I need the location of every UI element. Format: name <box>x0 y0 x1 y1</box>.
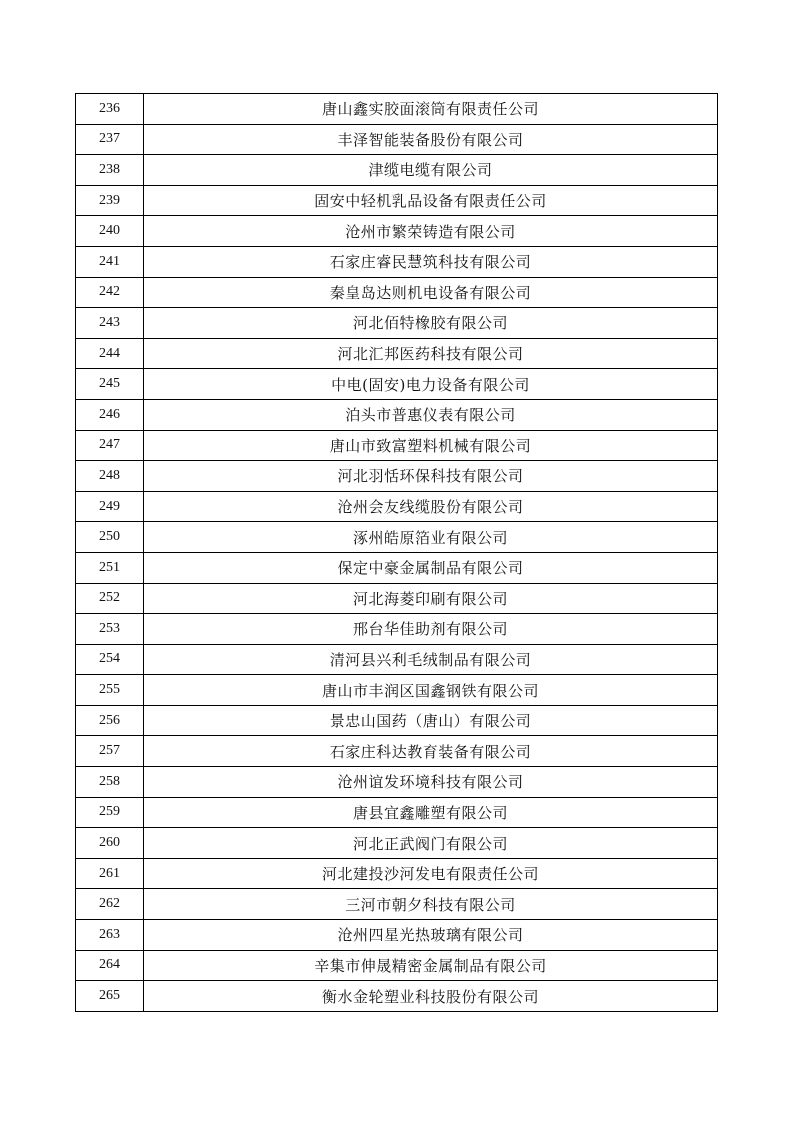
company-name-cell: 固安中轻机乳品设备有限责任公司 <box>144 185 718 216</box>
row-number-cell: 264 <box>76 950 144 981</box>
company-name-cell: 石家庄睿民慧筑科技有限公司 <box>144 246 718 277</box>
row-number-cell: 245 <box>76 369 144 400</box>
row-number-cell: 247 <box>76 430 144 461</box>
row-number-cell: 243 <box>76 308 144 339</box>
company-name-cell: 丰泽智能装备股份有限公司 <box>144 124 718 155</box>
row-number-cell: 258 <box>76 767 144 798</box>
company-name-cell: 石家庄科达教育装备有限公司 <box>144 736 718 767</box>
company-name-cell: 涿州皓原箔业有限公司 <box>144 522 718 553</box>
row-number-cell: 262 <box>76 889 144 920</box>
row-number-cell: 244 <box>76 338 144 369</box>
table-row <box>76 920 718 951</box>
table-row <box>76 185 718 216</box>
row-number-cell: 263 <box>76 920 144 951</box>
company-name-cell: 邢台华佳助剂有限公司 <box>144 614 718 645</box>
table-row <box>76 216 718 247</box>
company-name-cell: 河北建投沙河发电有限责任公司 <box>144 858 718 889</box>
table-row <box>76 124 718 155</box>
row-number-cell: 255 <box>76 675 144 706</box>
company-name-cell: 衡水金轮塑业科技股份有限公司 <box>144 981 718 1012</box>
row-number-cell: 251 <box>76 552 144 583</box>
company-name-cell: 唐山市丰润区国鑫钢铁有限公司 <box>144 675 718 706</box>
row-number-cell: 252 <box>76 583 144 614</box>
table-row <box>76 858 718 889</box>
table-row <box>76 614 718 645</box>
table-row <box>76 797 718 828</box>
row-number-cell: 246 <box>76 399 144 430</box>
table-row <box>76 705 718 736</box>
row-number-cell: 257 <box>76 736 144 767</box>
row-number-cell: 254 <box>76 644 144 675</box>
company-name-cell: 河北羽恬环保科技有限公司 <box>144 461 718 492</box>
table-row <box>76 94 718 125</box>
company-name-cell: 唐山市致富塑料机械有限公司 <box>144 430 718 461</box>
row-number-cell: 265 <box>76 981 144 1012</box>
row-number-cell: 239 <box>76 185 144 216</box>
company-name-cell: 景忠山国药（唐山）有限公司 <box>144 705 718 736</box>
table-row <box>76 644 718 675</box>
company-name-cell: 三河市朝夕科技有限公司 <box>144 889 718 920</box>
company-name-cell: 泊头市普惠仪表有限公司 <box>144 399 718 430</box>
company-name-cell: 秦皇岛达则机电设备有限公司 <box>144 277 718 308</box>
company-name-cell: 河北海菱印刷有限公司 <box>144 583 718 614</box>
table-row <box>76 369 718 400</box>
table-body <box>76 94 718 1012</box>
row-number-cell: 259 <box>76 797 144 828</box>
company-name-cell: 沧州市繁荣铸造有限公司 <box>144 216 718 247</box>
table-row <box>76 767 718 798</box>
table-row <box>76 981 718 1012</box>
table-row <box>76 461 718 492</box>
company-name-cell: 保定中豪金属制品有限公司 <box>144 552 718 583</box>
table-row <box>76 399 718 430</box>
company-name-cell: 津缆电缆有限公司 <box>144 155 718 186</box>
table-row <box>76 277 718 308</box>
company-name-cell: 河北佰特橡胶有限公司 <box>144 308 718 339</box>
table-row <box>76 583 718 614</box>
table-row <box>76 828 718 859</box>
row-number-cell: 242 <box>76 277 144 308</box>
company-name-cell: 唐县宜鑫雕塑有限公司 <box>144 797 718 828</box>
row-number-cell: 261 <box>76 858 144 889</box>
table-row <box>76 308 718 339</box>
table-row <box>76 430 718 461</box>
company-name-cell: 清河县兴利毛绒制品有限公司 <box>144 644 718 675</box>
company-name-cell: 河北汇邦医药科技有限公司 <box>144 338 718 369</box>
row-number-cell: 253 <box>76 614 144 645</box>
table-row <box>76 675 718 706</box>
table-row <box>76 889 718 920</box>
table-row <box>76 491 718 522</box>
row-number-cell: 237 <box>76 124 144 155</box>
company-name-cell: 沧州会友线缆股份有限公司 <box>144 491 718 522</box>
row-number-cell: 236 <box>76 94 144 125</box>
row-number-cell: 248 <box>76 461 144 492</box>
company-name-cell: 唐山鑫实胶面滚筒有限责任公司 <box>144 94 718 125</box>
table-row <box>76 246 718 277</box>
company-list-table <box>75 93 718 1012</box>
company-name-cell: 中电(固安)电力设备有限公司 <box>144 369 718 400</box>
row-number-cell: 238 <box>76 155 144 186</box>
row-number-cell: 250 <box>76 522 144 553</box>
row-number-cell: 240 <box>76 216 144 247</box>
table-row <box>76 522 718 553</box>
table-row <box>76 552 718 583</box>
row-number-cell: 249 <box>76 491 144 522</box>
company-name-cell: 沧州四星光热玻璃有限公司 <box>144 920 718 951</box>
table-row <box>76 155 718 186</box>
row-number-cell: 241 <box>76 246 144 277</box>
company-name-cell: 河北正武阀门有限公司 <box>144 828 718 859</box>
table-row <box>76 950 718 981</box>
company-name-cell: 辛集市伸晟精密金属制品有限公司 <box>144 950 718 981</box>
row-number-cell: 260 <box>76 828 144 859</box>
company-name-cell: 沧州谊发环境科技有限公司 <box>144 767 718 798</box>
row-number-cell: 256 <box>76 705 144 736</box>
table-row <box>76 338 718 369</box>
table-row <box>76 736 718 767</box>
